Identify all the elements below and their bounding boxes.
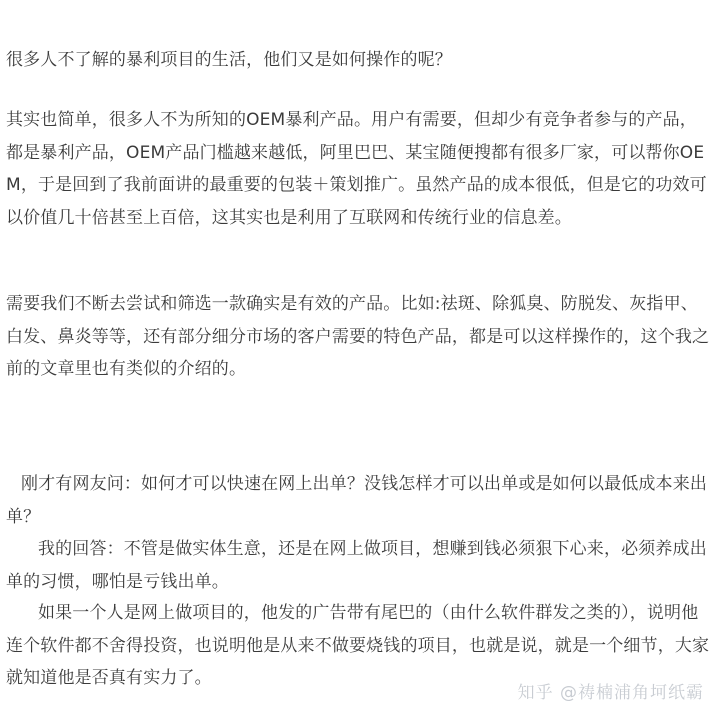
- paragraph-netizen-question: 刚才有网友问：如何才可以快速在网上出单？没钱怎样才可以出单或是如何以最低成本来出单？: [6, 474, 707, 527]
- paragraph-product-selection: 需要我们不断去尝试和筛选一款确实是有效的产品。比如:祛斑、除狐臭、防脱发、灰指甲、白发、鼻炎等等，还有部分细分市场的客户需要的特色产品，都是可以这样操作的，这个我之前的文章里也有类似的介绍的。: [6, 294, 710, 379]
- zhihu-watermark: 知乎 @祷楠浦角坷纸霸: [517, 683, 704, 703]
- paragraph-oem-explanation: 其实也简单，很多人不为所知的OEM暴利产品。用户有需要，但却少有竞争者参与的产品，都是暴利产品，OEM产品门槛越来越低，阿里巴巴、某宝随便搜都有很多厂家，可以帮你OEM，于是回到了我前面讲的最重要的包装＋策划推广。虽然产品的成本很低，但是它的功效可以价值几十倍甚至上百倍，这其实也是利用了互联网和传统行业的信息差。: [6, 110, 707, 228]
- paragraph-advertising-detail: 如果一个人是网上做项目的，他发的广告带有尾巴的（由什么软件群发之类的），说明他连个软件都不舍得投资，也说明他是从来不做要烧钱的项目，也就是说，就是一个细节，大家就知道他是否真有实力了。: [6, 603, 710, 688]
- paragraph-my-answer: 我的回答：不管是做实体生意，还是在网上做项目，想赚到钱必须狠下心来，必须养成出单的习惯，哪怕是亏钱出单。: [6, 539, 707, 592]
- paragraph-question: 很多人不了解的暴利项目的生活，他们又是如何操作的呢？: [6, 50, 452, 70]
